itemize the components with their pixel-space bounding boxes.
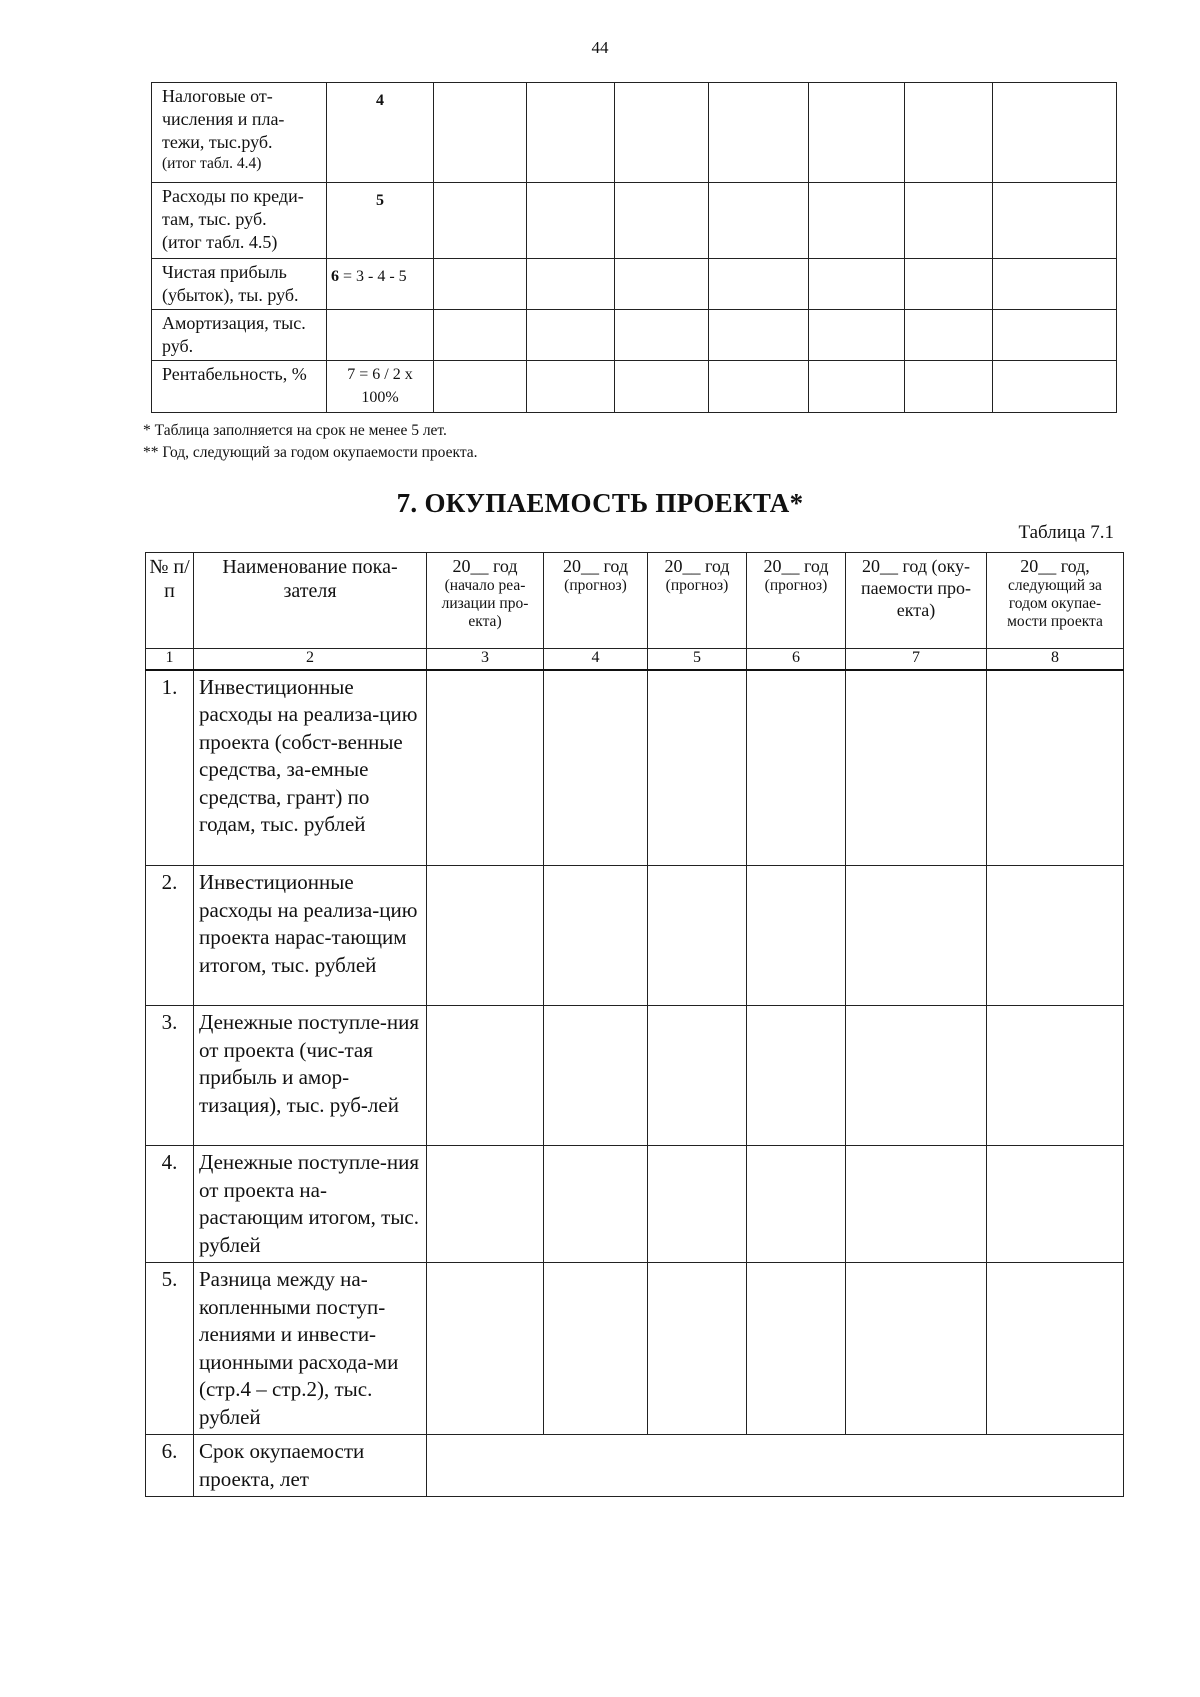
row-label: Налоговые от-числения и пла-тежи, тыс.руб. (итог табл. 4.4) [152,83,327,183]
cell[interactable] [987,1006,1124,1146]
column-number: 2 [194,649,427,670]
cell[interactable] [846,670,987,866]
cell[interactable] [527,310,615,361]
cell[interactable] [987,866,1124,1006]
cell[interactable] [544,1006,648,1146]
cell[interactable] [434,361,527,413]
header-name: Наименование пока-зателя [194,553,427,649]
cell[interactable] [905,361,993,413]
table-row [146,1146,1124,1263]
header-year-payback: 20__ год (оку-паемости про-екта) [846,553,987,649]
cell[interactable] [747,1263,846,1435]
cell[interactable] [709,83,809,183]
cell[interactable] [905,259,993,310]
cell[interactable] [544,1263,648,1435]
cell[interactable] [648,670,747,866]
cell[interactable] [905,183,993,259]
cell[interactable] [846,1006,987,1146]
cell[interactable] [427,866,544,1006]
cell[interactable] [905,83,993,183]
footnote: * Таблица заполняется на срок не менее 5 лет. [143,422,447,439]
table-row [152,361,1117,413]
row-label: Рентабельность, % [152,361,327,413]
cell[interactable] [427,1146,544,1263]
header-num: № п/п [146,553,194,649]
row-number: 2. [146,866,194,1006]
table-row [146,1006,1124,1146]
table-caption: Таблица 7.1 [1018,522,1114,543]
cell[interactable] [648,866,747,1006]
row-number: 6. [146,1435,194,1497]
cell[interactable] [615,83,709,183]
cell[interactable] [527,183,615,259]
row-number: 3. [146,1006,194,1146]
row-name: Инвестиционные расходы на реализа-цию проекта нарас-тающим итогом, тыс. рублей [194,866,427,1006]
row-name: Денежные поступле-ния от проекта на-растающим итогом, тыс. рублей [194,1146,427,1263]
cell[interactable] [648,1263,747,1435]
cell[interactable] [846,1146,987,1263]
cell[interactable] [615,310,709,361]
row-name: Срок окупаемости проекта, лет [194,1435,427,1497]
row-number: 5. [146,1263,194,1435]
cell[interactable] [987,670,1124,866]
table-row [146,1263,1124,1435]
row-name: Разница между на-копленными поступ-лениями и инвести-ционными расхода-ми (стр.4 – стр.2), тыс. рублей [194,1263,427,1435]
cell[interactable] [993,83,1117,183]
row-label: Расходы по креди-там, тыс. руб. (итог табл. 4.5) [152,183,327,259]
header-row [146,553,1124,649]
cell[interactable] [809,310,905,361]
column-number: 6 [747,649,846,670]
cell[interactable] [709,259,809,310]
table-row [146,670,1124,866]
column-number: 5 [648,649,747,670]
column-number: 1 [146,649,194,670]
row-code [327,310,434,361]
header-year-forecast: 20__ год (прогноз) [648,553,747,649]
table-row [152,259,1117,310]
cell[interactable] [809,83,905,183]
cell[interactable] [987,1263,1124,1435]
column-number: 3 [427,649,544,670]
cell[interactable] [709,361,809,413]
footnote: ** Год, следующий за годом окупаемости проекта. [143,444,478,461]
column-number: 8 [987,649,1124,670]
cell[interactable] [427,1263,544,1435]
row-label: Амортизация, тыс. руб. [152,310,327,361]
column-number: 7 [846,649,987,670]
cell[interactable] [846,1263,987,1435]
cell[interactable] [809,259,905,310]
cell[interactable] [527,259,615,310]
header-year-forecast: 20__ год (прогноз) [747,553,846,649]
row-code: 5 [327,183,434,259]
row-code: 7 = 6 / 2 x 100% [327,361,434,413]
page-number: 44 [591,38,609,57]
cell[interactable] [993,310,1117,361]
cell[interactable] [905,310,993,361]
cell[interactable] [709,310,809,361]
cell[interactable] [747,670,846,866]
cell[interactable] [747,866,846,1006]
cell[interactable] [615,259,709,310]
footnotes [143,420,478,464]
row-code: 6 = 3 - 4 - 5 [327,259,434,310]
row-code: 4 [327,83,434,183]
cell[interactable] [434,183,527,259]
cell[interactable] [846,866,987,1006]
cell[interactable] [434,310,527,361]
cell[interactable] [648,1146,747,1263]
cell[interactable] [544,1146,648,1263]
section-title: 7. ОКУПАЕМОСТЬ ПРОЕКТА* [396,488,804,518]
table-row [146,866,1124,1006]
row-name: Инвестиционные расходы на реализа-цию проекта (собст-венные средства, за-емные средства, грант) по годам, тыс. рублей [194,670,427,866]
cell[interactable] [987,1146,1124,1263]
cell[interactable] [427,1006,544,1146]
table-row [152,183,1117,259]
cell[interactable] [434,83,527,183]
cell[interactable] [709,183,809,259]
cell[interactable] [544,866,648,1006]
table-row [146,1435,1124,1497]
cell[interactable] [747,1146,846,1263]
continuation-table [151,82,1117,413]
row-number: 4. [146,1146,194,1263]
row-number: 1. [146,670,194,866]
cell[interactable] [527,83,615,183]
cell[interactable] [747,1006,846,1146]
cell[interactable] [809,183,905,259]
row-name: Денежные поступле-ния от проекта (чис-тая прибыль и амор-тизация), тыс. руб-лей [194,1006,427,1146]
cell[interactable] [809,361,905,413]
cell[interactable] [993,259,1117,310]
table-row [152,310,1117,361]
header-year-after: 20__ год, следующий за годом окупае-мости проекта [987,553,1124,649]
cell[interactable] [648,1006,747,1146]
cell[interactable] [527,361,615,413]
column-number-row [146,649,1124,670]
cell[interactable] [615,361,709,413]
cell[interactable] [615,183,709,259]
cell[interactable] [544,670,648,866]
cell[interactable] [993,361,1117,413]
header-year-start: 20__ год (начало реа-лизации про-екта) [427,553,544,649]
payback-table [145,552,1124,1497]
column-number: 4 [544,649,648,670]
cell[interactable] [427,670,544,866]
row-label: Чистая прибыль (убыток), ты. руб. [152,259,327,310]
cell[interactable] [993,183,1117,259]
payback-period-cell[interactable] [427,1435,1124,1497]
header-year-forecast: 20__ год (прогноз) [544,553,648,649]
cell[interactable] [434,259,527,310]
table-row [152,83,1117,183]
